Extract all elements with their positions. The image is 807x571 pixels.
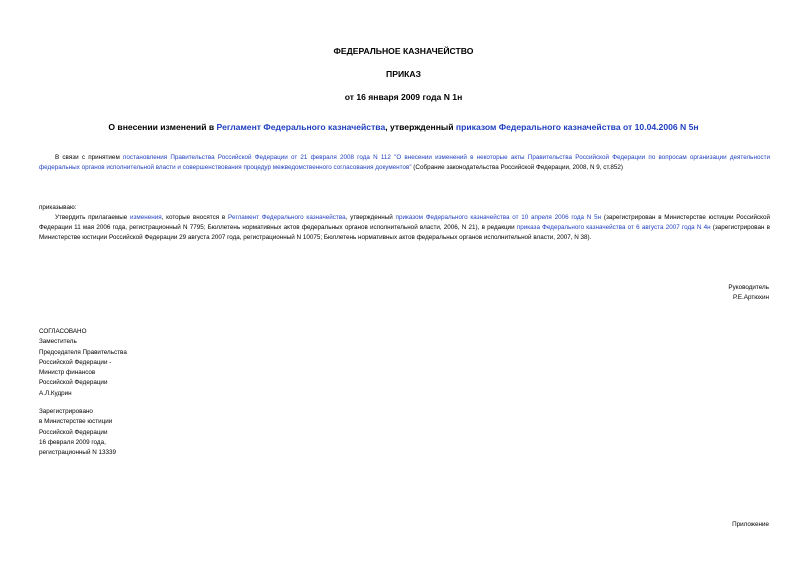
signature-position: Руководитель — [728, 284, 769, 291]
p2-text-1: Утвердить прилагаемые — [55, 214, 131, 221]
document-title — [0, 122, 807, 132]
signature-name: Р.Е.Артюхин — [733, 294, 769, 302]
p2-link-order-2006[interactable]: приказом Федерального казначейства от 10 апреля 2006 года N 5н — [395, 214, 602, 221]
p2-link-changes[interactable]: изменения — [130, 214, 162, 221]
registration-line: Зарегистрировано — [39, 408, 93, 415]
approval-line: СОГЛАСОВАНО — [39, 328, 87, 335]
p1-suffix: (Собрание законодательства Российской Федерации, 2008, N 9, ст.852) — [411, 164, 623, 171]
p1-link-resolution[interactable]: постановления Правительства Российской Федерации от 21 февраля 2008 года N 112 "О внесении изменений в некоторые акты Правительства Российской Федерации по вопросам организации деятельности федеральных органов исполнительной власти и совершенствования процедур межведомственного согласования документов" — [39, 154, 770, 171]
p2-text-2: , которые вносятся в — [161, 214, 229, 221]
appendix-label: Приложение — [732, 521, 769, 528]
approval-line: Российской Федерации — [39, 379, 108, 387]
p1-prefix: В связи с принятием — [55, 154, 123, 161]
registration-line: 16 февраля 2009 года, — [39, 438, 106, 446]
p2-text-3: , утвержденный — [345, 214, 396, 221]
title-middle: , утвержденный — [385, 122, 456, 132]
title-link-order[interactable]: приказом Федерального казначейства от 10.04.2006 N 5н — [455, 122, 699, 132]
paragraph-in-connection — [39, 153, 770, 173]
registration-block — [39, 407, 116, 458]
approval-block — [39, 327, 127, 399]
approval-line: Российской Федерации - — [39, 358, 112, 366]
registration-line: регистрационный N 13339 — [39, 449, 117, 457]
approval-line: Министр финансов — [39, 369, 96, 377]
p2-text-5: (зарегистрирован в Министерстве юстиции Российской Федерации 29 августа 2007 года, регистрационный N 10075; Бюллетень нормативных актов федеральных органов исполнительной власти, 2007, N 38). — [39, 224, 770, 241]
approval-line: Председателя Правительства — [39, 348, 127, 356]
approval-line: А.Л.Кудрин — [39, 389, 72, 397]
p2-link-regulation[interactable]: Регламент Федерального казначейства — [228, 214, 346, 221]
registration-line: в Министерстве юстиции — [39, 418, 113, 426]
p2-text-4: (зарегистрирован в Министерстве юстиции Российской Федерации 11 мая 2006 года, регистрационный N 7795; Бюллетень нормативных актов федеральных органов исполнительной власти, 2006, N 21), в редакции — [39, 214, 771, 231]
title-prefix: О внесении изменений в — [108, 122, 217, 132]
approval-line: Заместитель — [39, 338, 77, 346]
paragraph-approve — [39, 213, 770, 243]
p2-link-order-2007[interactable]: приказа Федерального казначейства от 6 августа 2007 года N 4н — [516, 224, 711, 231]
title-link-regulation[interactable]: Регламент Федерального казначейства — [216, 122, 386, 132]
org-heading: ФЕДЕРАЛЬНОЕ КАЗНАЧЕЙСТВО — [333, 46, 474, 56]
doc-type-heading: ПРИКАЗ — [386, 69, 421, 79]
orders-label: приказываю: — [39, 204, 77, 211]
date-heading: от 16 января 2009 года N 1н — [344, 92, 463, 102]
registration-line: Российской Федерации — [39, 428, 108, 436]
signature-block — [728, 283, 769, 304]
